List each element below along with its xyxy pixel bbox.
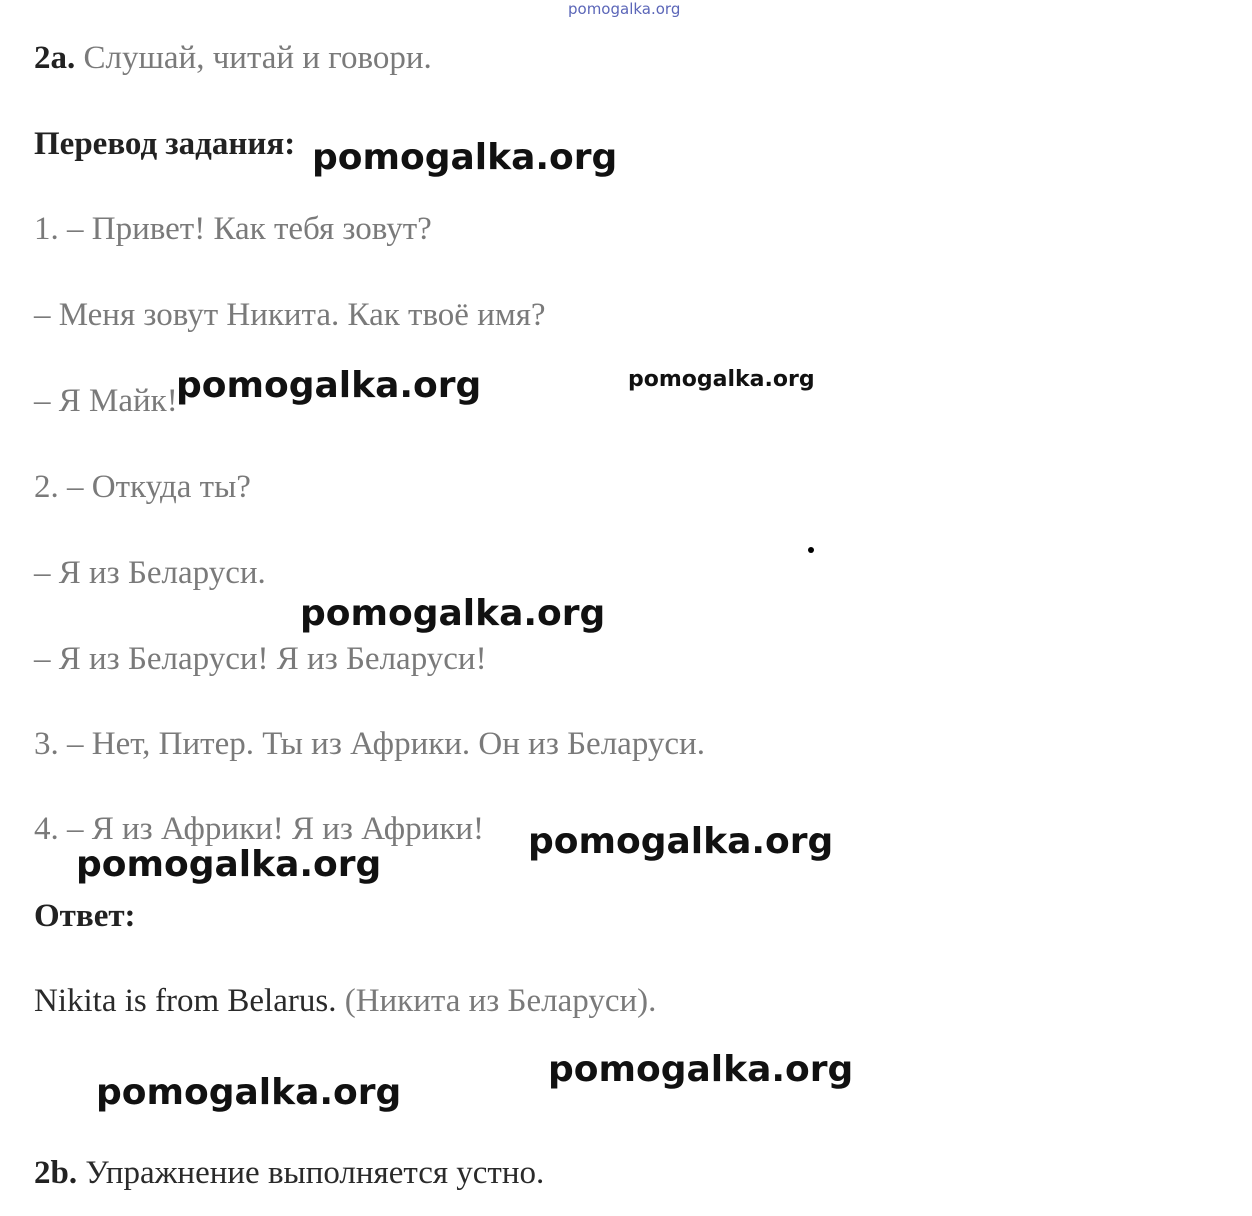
watermark: pomogalka.org <box>312 137 618 178</box>
watermark: pomogalka.org <box>548 1049 854 1090</box>
answer-text <box>34 985 656 1018</box>
task-2b-text: Упражнение выполняется устно. <box>85 1155 545 1191</box>
task-2b-number: 2b. <box>34 1155 78 1191</box>
translation-line-5: – Я из Беларуси. <box>34 555 266 591</box>
watermark: pomogalka.org <box>76 844 382 885</box>
answer-russian: (Никита из Беларуси). <box>344 983 657 1019</box>
watermark: pomogalka.org <box>628 367 815 392</box>
translation-line-1: 1. – Привет! Как тебя зовут? <box>34 211 432 247</box>
watermark: pomogalka.org <box>528 821 834 862</box>
header-watermark: pomogalka.org <box>568 0 681 18</box>
watermark: pomogalka.org <box>300 593 606 634</box>
watermark: pomogalka.org <box>96 1072 402 1113</box>
stray-dot <box>808 547 814 553</box>
answer-english: Nikita is from Belarus. <box>34 983 337 1019</box>
translation-line-4: 2. – Откуда ты? <box>34 469 251 505</box>
watermark: pomogalka.org <box>176 365 482 406</box>
translation-line-8: 4. – Я из Африки! Я из Африки! <box>34 811 485 847</box>
translation-line-6: – Я из Беларуси! Я из Беларуси! <box>34 641 487 677</box>
translation-line-3: – Я Майк! <box>34 383 178 419</box>
translation-line-7: 3. – Нет, Питер. Ты из Африки. Он из Беларуси. <box>34 726 705 762</box>
translation-line-2: – Меня зовут Никита. Как твоё имя? <box>34 297 546 333</box>
translation-heading: Перевод задания: <box>34 126 296 162</box>
answer-heading: Ответ: <box>34 898 136 934</box>
task-2a-instruction: Слушай, читай и говори. <box>83 40 432 76</box>
task-2b <box>34 1157 544 1190</box>
task-2a-number: 2a. <box>34 40 76 76</box>
task-2a-heading <box>34 42 432 75</box>
